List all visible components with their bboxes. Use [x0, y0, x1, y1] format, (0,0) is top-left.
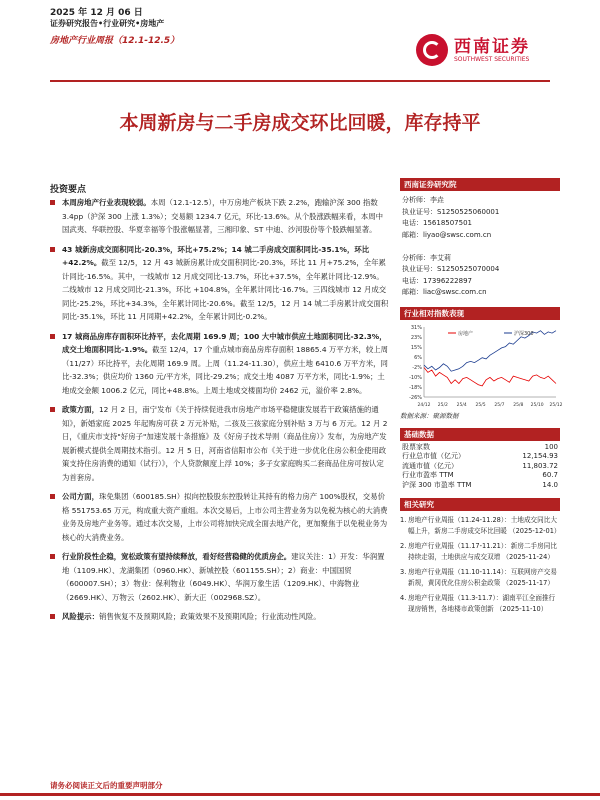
related-list: [400, 511, 560, 615]
report-name: 房地产行业周报（12.1-12.5）: [50, 36, 180, 46]
page-title: 本周新房与二手房成交环比回暖，库存持平: [119, 112, 481, 134]
x-tick-label: 25/10: [530, 402, 544, 408]
relative-index-chart: [400, 323, 563, 409]
basic-title: 基础数据: [400, 428, 560, 441]
logo-icon: [416, 34, 448, 66]
related-report-link[interactable]: 2. 房地产行业周报（11.17-11.21）：新房二手房同比持续走弱，土地供应与成交双增 （2025-11-24）: [400, 542, 557, 561]
perf-title: 行业相对指数表现: [400, 307, 560, 320]
table-row: 流通市值（亿元） 11,803.72: [402, 461, 558, 470]
summary-block: 风险提示：销售恢复不及预期风险；政策效果不及预期风险；行业流动性风险。: [50, 610, 390, 624]
y-tick-label: -10%: [409, 374, 422, 381]
y-tick-label: -18%: [409, 384, 422, 391]
summary-heading: 投资要点: [50, 185, 87, 195]
series-line: [424, 367, 556, 385]
company-logo: [416, 32, 552, 68]
y-tick-label: 23%: [410, 334, 422, 341]
team-title: 西南证券研究院: [400, 178, 560, 191]
summary-body: [50, 196, 390, 630]
series-line: [424, 330, 556, 371]
summary-block: 43 城新房成交面积同比-20.3%，环比+75.2%；14 城二手房成交面积同比-35.1%，环比+42.2%。截至 12/5，12 月 43 城新房累计成交面积同比-20.3%，环比 11 月+75.2%，全年累计同比-16.5%。其中，一线城市 12 月成交同比-13.7%，环比+37.5%，全年累计同比-12.9%。二线城市 12 月成交同比-21.3%，环比 +104.8%，全年累计同比-16.7%。三四线城市 12 月成交同比-25.2%，环比+34.3%，全年累计同比-20.6%。截至 12/5，12 月 14 城二手房累计成交面积同比-35.1%，环比 11 月同期+42.2%，全年累计同比-0.2%。: [50, 243, 390, 324]
y-tick-label: 15%: [410, 344, 422, 351]
sidebar: [400, 178, 563, 619]
footer-divider: [0, 793, 600, 796]
table-row: 股票家数 100: [402, 442, 558, 451]
related-report-link[interactable]: 4. 房地产行业周报（11.3-11.7）：湖南平江全面推行现房销售，各地楼市政策创新 （2025-11-10）: [400, 594, 556, 613]
disclaimer: 请务必阅读正文后的重要声明部分: [50, 781, 163, 790]
summary-block: 本周房地产行业表现较弱。本周（12.1-12.5），中万房地产板块下跌 2.2%，跑输沪深 300 指数 3.4pp（沪深 300 上涨 1.3%）；交易额 1234.7 亿元，环比-13.6%。从个股涨跌幅来看，本周中国武夷、华联控股、华夏幸福等个股涨幅显著，三湘印象、ST 中迪、沙河股份等个股跌幅显著。: [50, 196, 390, 237]
related-report-link[interactable]: 3. 房地产行业周报（11.10-11.14）：互联网房产交易新规，黄冈优化住房公积金政策 （2025-11-17）: [400, 568, 557, 587]
x-tick-label: 25/4: [456, 402, 467, 408]
table-row: 沪深 300 市盈率 TTM 14.0: [402, 480, 558, 489]
summary-block: 行业阶段性企稳，宽松政策有望持续释放，看好经营稳健的优质房企。建议关注：1）开发：华润置地（1109.HK）、龙湖集团（0960.HK）、新城控股（601155.SH）；2）商业：中国国贸（600007.SH）；3）物业：保利物业（6049.HK）、华润万象生活（1209.HK）、中海物业（2669.HK）、万物云（2602.HK）、新大正（002968.SZ）。: [50, 550, 390, 604]
x-tick-label: 25/2: [437, 402, 448, 408]
logo-text-en: SOUTHWEST SECURITIES: [454, 56, 530, 63]
x-tick-label: 25/8: [513, 402, 524, 408]
x-tick-label: 25/12: [549, 402, 563, 408]
table-row: 行业市盈率 TTM 60.7: [402, 471, 558, 479]
analyst-info: 分析师：李垚 执业证号：S1250525060001 电话：15618507501 邮箱：liyao@swsc.com.cn 分析师：李艾莉 执业证号：S1250525070004 电话：17396222897 邮箱：liac@swsc.com.cn: [402, 196, 500, 296]
related-report-link[interactable]: 1. 房地产行业周报（11.24-11.28）：土地成交同比大幅上升，新房二手房成交环比回暖 （2025-12-01）: [400, 516, 561, 535]
report-category: 证券研究报告•行业研究•房地产: [50, 19, 165, 28]
basic-data-table: [400, 443, 560, 491]
legend-label: 房地产: [458, 330, 474, 337]
summary-block: 公司方面，珠免集团（600185.SH）拟向控股股东控股转让其持有的格力房产 100%股权，交易价格 551753.65 万元，构成重大资产重组。本次交易后，上市公司主营业务为以免税为核心的大消费业务及房地产业务等。通过本次交易，上市公司将加快完成全面去地产化，更加聚焦于以免税业务为核心的大消费业务。: [50, 490, 390, 544]
header-divider: [50, 80, 550, 82]
y-tick-label: 31%: [410, 324, 422, 331]
y-tick-label: 6%: [414, 354, 422, 361]
logo-text-cn: 西南证券: [454, 37, 530, 57]
legend-label: 沪深300: [514, 330, 534, 337]
x-tick-label: 24/12: [417, 402, 431, 408]
report-date: 2025 年 12 月 06 日: [50, 8, 143, 18]
y-tick-label: -26%: [409, 394, 422, 401]
y-tick-label: -2%: [412, 364, 422, 371]
x-tick-label: 25/5: [475, 402, 486, 408]
table-row: 行业总市值（亿元） 12,154.93: [402, 452, 558, 460]
x-tick-label: 25/7: [494, 402, 505, 408]
related-title: 相关研究: [400, 498, 560, 511]
summary-block: 政策方面，12 月 2 日，南宁发布《关于持续促进我市房地产市场平稳健康发展若干政策措施的通知》，新婚家庭 2025 年起购房可获 2 万元补贴，二孩及三孩家庭分别补贴 3 万与 6 万元。12 月 2 日，《重庆市支持"好房子"加速发展十条措施》及《好房子技术导则（商品住房）》发布，为房地产发展新模式提供全周期技术指引。12 月 5 日，河南省信阳市公布《关于进一步优化住房公积金使用政策支持住房消费的通知（试行）》，个人贷款额度上浮 10%；多子女家庭购买二套商品住房可按认定为首套房。: [50, 403, 390, 484]
summary-block: 17 城商品房库存面积环比持平，去化周期 169.9 周；100 大中城市供应土地面积同比-32.3%，成交土地面积同比-1.9%。截至 12/4，17 个重点城市商品房库存面积 18865.4 万平方米，较上周（11/27）环比持平，去化周期 169.9 周。上周（11.24-11.30），供应土地 6410.6 万平方米，同比-32.3%；供应均价 1360 元/平方米，同比-29.2%；成交土地 4087 万平方米，同比-1.9%；土地成交金额 1006.2 亿元，同比+48.8%。上周土地成交楼面均价 2462 元，溢价率 2.8%。: [50, 330, 390, 398]
chart-source: 数据来源：聚源数据: [400, 411, 459, 420]
